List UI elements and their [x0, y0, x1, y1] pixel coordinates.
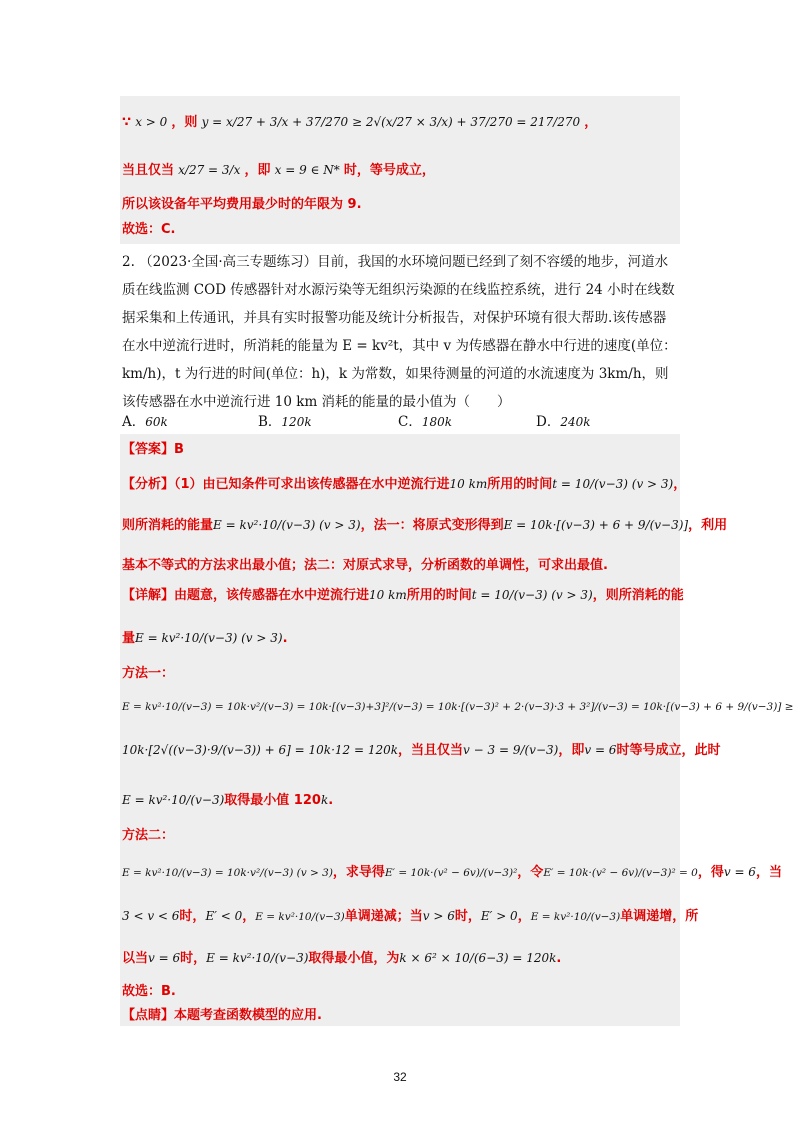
formula: 3 < v < 6: [122, 909, 180, 923]
formula: k × 6² × 10/(6−3) = 120k: [399, 951, 557, 965]
question-text: 2. （2023·全国·高三专题练习）目前，我国的水环境问题已经到了刻不容缓的地步，河道水质在线监测 COD 传感器针对水源污染等无组织污染源的在线监控系统，进行 24 小时在线数据采集和上传通讯，并具有实时报警功能及统计分析报告，对保护环境有很大帮助.该传感器在水中逆流行进时，所消耗的能量为 E = kv²t，其中 v 为传感器在静水中行进的速度(单位：km/h)，t 为行进的时间(单位：h)，k 为常数，如果待测量的河道的水流速度为 3km/h，则该传感器在水中逆流行进 10 km 消耗的能量的最小值为（ ）: [122, 254, 677, 410]
formula: E = kv²·10/(v−3): [255, 911, 345, 923]
text: ，令: [517, 865, 544, 880]
text: ，即: [244, 163, 271, 178]
option-value: 120k: [281, 415, 312, 429]
top-line-3: 所以该设备年平均费用最少时的年限为 9.: [122, 197, 362, 212]
text: 量: [122, 631, 136, 646]
text: 取得最小值，为: [308, 951, 400, 966]
top-line-2: [122, 160, 678, 184]
text: 时，: [179, 909, 206, 924]
top-line-4: 故选：C.: [122, 222, 176, 237]
formula: 10k·[2√((v−3)·9/(v−3)) + 6] = 10k·12 = 120k: [122, 743, 399, 757]
option-value: 240k: [560, 415, 591, 429]
formula: 10 km: [369, 588, 407, 602]
text: 【详解】由题意，该传感器在水中逆流行进: [122, 588, 370, 603]
formula: 10 km: [449, 477, 488, 491]
formula: E = kv²·10/(v−3): [530, 911, 621, 923]
formula: E = kv²·10/(v−3): [206, 951, 309, 965]
text: 单调递减；当: [344, 909, 423, 924]
formula: x = 9 ∈ N*: [274, 163, 340, 177]
method2-eq1: [122, 862, 782, 883]
method2-eq3: [122, 948, 678, 969]
text: 取得最小值 120: [224, 793, 321, 808]
formula: E′ = 10k·(v² − 6v)/(v−3)²: [384, 867, 518, 879]
analysis-line-2: [122, 515, 728, 536]
option-value: 60k: [145, 415, 168, 429]
formula: x > 0: [135, 115, 168, 129]
option-letter: C．: [398, 414, 422, 430]
text: 时，: [180, 951, 207, 966]
method2-eq2: [122, 906, 699, 927]
method1-eq1: [122, 697, 794, 717]
analysis-line-1: [122, 474, 687, 495]
text: ，利用: [688, 518, 728, 533]
text: 【分析】（1）由已知条件可求出该传感器在水中逆流行进: [122, 477, 450, 492]
text: 时，: [454, 909, 481, 924]
text: ，则: [171, 115, 198, 130]
because-symbol: ∵: [122, 115, 132, 130]
option-letter: B．: [258, 414, 282, 430]
formula: E′ < 0: [205, 909, 243, 923]
text: ，则所消耗的能: [592, 588, 684, 603]
option-a: [122, 410, 168, 430]
text: 时等号成立，此时: [616, 743, 721, 758]
formula: E = kv²·10/(v−3): [122, 793, 225, 807]
text: ，当且仅当: [398, 743, 464, 758]
choose-answer: 故选：B.: [122, 984, 176, 999]
option-letter: A．: [122, 414, 146, 430]
option-d: [536, 410, 591, 430]
detail-line-2: [122, 628, 678, 649]
text: ，即: [558, 743, 585, 758]
text: ，: [242, 909, 256, 924]
text: 所用的时间: [487, 477, 553, 492]
formula: t = 10/(v−3) (v > 3): [552, 477, 674, 491]
text: ，得: [697, 865, 724, 880]
text: 以当: [122, 951, 149, 966]
detail-line-1: [122, 585, 684, 606]
option-c: [398, 410, 452, 430]
top-line-1: [122, 112, 678, 136]
formula: v − 3 = 9/(v−3): [463, 743, 559, 757]
comment: 【点睛】本题考查函数模型的应用.: [122, 1008, 322, 1023]
text: .: [282, 631, 288, 646]
text: 时，等号成立，: [343, 163, 435, 178]
formula: E′ = 10k·(v² − 6v)/(v−3)² = 0: [543, 867, 698, 879]
page-number: 32: [393, 1070, 407, 1084]
formula: E = 10k·[(v−3) + 6 + 9/(v−3)]: [503, 518, 689, 532]
formula: v > 6: [422, 909, 455, 923]
formula: x/27 = 3/x: [178, 163, 241, 177]
text: 所用的时间: [406, 588, 472, 603]
text: ，法一：将原式变形得到: [360, 518, 504, 533]
formula: y = x/27 + 3/x + 37/270 ≥ 2√(x/27 × 3/x) + 37/270 = 217/270: [201, 115, 581, 129]
analysis-line-3: 基本不等式的方法求出最小值；法二：对原式求导，分析函数的单调性，可求出最值.: [122, 558, 608, 573]
formula: v = 6: [723, 865, 756, 879]
formula: E = kv²·10/(v−3) (v > 3): [213, 518, 361, 532]
text: 当且仅当: [122, 163, 175, 178]
option-letter: D．: [536, 414, 561, 430]
text: .: [556, 951, 562, 966]
option-value: 180k: [421, 415, 453, 429]
formula: k: [320, 793, 329, 807]
text: ，: [673, 477, 687, 492]
answer-label: 【答案】B: [122, 442, 184, 457]
formula: v = 6: [148, 951, 181, 965]
formula: E = kv²·10/(v−3) = 10k·v²/(v−3) = 10k·[(v−3)+3]²/(v−3) = 10k·[(v−3)² + 2·(v−3)·3 + 3²]/(v−3) = 10k·[(v−3) + 6 + 9/(v−3)] ≥: [122, 701, 794, 713]
method1-eq2: [122, 740, 721, 761]
text: ，求导得: [332, 865, 385, 880]
formula: E = kv²·10/(v−3) (v > 3): [135, 631, 283, 645]
formula: E′ > 0: [480, 909, 518, 923]
text: .: [328, 793, 334, 808]
method2-title: 方法二：: [122, 828, 175, 843]
method1-eq3: [122, 790, 678, 811]
formula: E = kv²·10/(v−3) = 10k·v²/(v−3) (v > 3): [122, 867, 333, 879]
text: ，当: [755, 865, 782, 880]
text: 单调递增，所: [620, 909, 699, 924]
formula: t = 10/(v−3) (v > 3): [471, 588, 593, 602]
method1-title: 方法一：: [122, 666, 175, 681]
option-b: [258, 410, 312, 430]
formula: v = 6: [584, 743, 617, 757]
text: 则所消耗的能量: [122, 518, 214, 533]
text: ，: [517, 909, 531, 924]
text: ，: [584, 115, 598, 130]
